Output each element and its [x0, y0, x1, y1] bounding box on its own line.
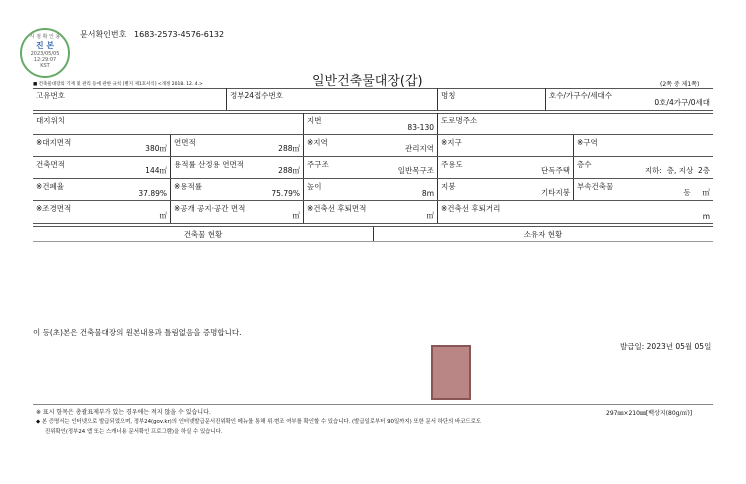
stamp-time: 12:29:07	[33, 57, 57, 63]
use-value: 단독주택	[541, 166, 570, 175]
height-label: 높이	[307, 182, 322, 191]
bldg-area-label: 건축면적	[36, 160, 65, 169]
site-area-value: 380㎡	[145, 144, 167, 153]
total-area-label: 연면적	[174, 138, 196, 147]
site-area-label: ※대지면적	[36, 138, 72, 147]
units-label: 호수/가구수/세대수	[549, 91, 613, 100]
bldg-area-value: 144㎡	[145, 166, 167, 175]
owner-status-header: 소유자 현황	[523, 230, 563, 239]
structure-label: 주구조	[307, 160, 329, 169]
stamp-date: 2023/05/05	[30, 51, 60, 57]
gov24-no-label: 정부24접수번호	[230, 91, 284, 100]
lot-value: 83-130	[407, 123, 434, 132]
height-value: 8m	[421, 189, 434, 198]
roof-value: 기타지붕	[541, 188, 570, 197]
official-seal	[431, 345, 471, 400]
doc-confirm-label: 문서확인번호	[80, 30, 127, 39]
use-label: 주용도	[441, 160, 463, 169]
roof-label: 지붕	[441, 182, 456, 191]
zone-label: ※지역	[307, 138, 328, 147]
page-info: (2쪽 중 제1쪽)	[660, 81, 700, 88]
floors-value: 지하: 층, 지상 2층	[644, 166, 710, 175]
floors-label: 층수	[577, 160, 592, 169]
unique-no-label: 고유번호	[36, 91, 65, 100]
landscape-value: ㎡	[159, 211, 167, 220]
units-value: 0호/4가구/0세대	[654, 98, 710, 107]
footer-note-3: 진위확인(정부24 앱 또는 스캐너용 문서확인 프로그램)을 하실 수 있습니다.	[45, 429, 223, 435]
bcr-label: ※건폐율	[36, 182, 65, 191]
bcr-value: 37.89%	[138, 189, 167, 198]
setback-area-label: ※건축선 후퇴면적	[307, 204, 367, 213]
certification-text: 이 등(초)본은 건축물대장의 원본내용과 틀림없음을 증명합니다.	[33, 328, 242, 337]
total-area-value: 288㎡	[278, 144, 300, 153]
site-label: 대지위치	[36, 116, 65, 125]
footer-note-2: ◆ 본 증명서는 인터넷으로 발급되었으며, 정부24(gov.kr)의 인터넷발급문서진위확인 메뉴를 통해 위·변조 여부를 확인할 수 있습니다. (발급일로부터 90일까지) 또한 문서 하단의 바코드로도	[36, 419, 482, 425]
far-area-value: 288㎡	[278, 166, 300, 175]
open-space-label: ※공개 공지·공간 면적	[174, 204, 246, 213]
structure-value: 일반목구조	[397, 166, 434, 175]
lot-label: 지번	[307, 116, 322, 125]
open-space-value: ㎡	[292, 211, 300, 220]
doc-confirm-number: 1683-2573-4576-6132	[134, 30, 225, 39]
far-value: 75.79%	[271, 189, 300, 198]
zone-value: 관리지역	[405, 144, 434, 153]
far-label: ※용적률	[174, 182, 203, 191]
name-label: 명칭	[441, 91, 456, 100]
road-address-label: 도로명주소	[441, 116, 478, 125]
building-status-header: 건축물 현황	[183, 230, 223, 239]
far-area-label: 용적률 산정용 연면적	[174, 160, 244, 169]
setback-dist-label: ※건축선 후퇴거리	[441, 204, 501, 213]
stamp-top: 시 점 확 인 용	[29, 34, 61, 40]
district-label: ※지구	[441, 138, 462, 147]
paper-spec: 297㎜×210㎜[백상지(80g/㎡)]	[606, 410, 693, 417]
doc-confirm	[80, 29, 224, 40]
issue-date: 발급일: 2023년 05월 05일	[620, 342, 712, 351]
annex-value: 동 ㎡	[683, 188, 710, 197]
authenticity-stamp	[20, 28, 70, 78]
page-title: 일반건축물대장(갑)	[312, 74, 423, 89]
stamp-tz: KST	[40, 63, 50, 69]
form-note: ■ 건축물대장의 기재 및 관리 등에 관한 규칙 [별지 제1호서식] <개정 2018. 12. 4.>	[33, 82, 203, 87]
setback-dist-value: m	[702, 212, 710, 221]
annex-label: 부속건축물	[577, 182, 614, 191]
stamp-mark: 진 본	[35, 41, 55, 50]
landscape-label: ※조경면적	[36, 204, 72, 213]
setback-area-value: ㎡	[426, 211, 434, 220]
area-label: ※구역	[577, 138, 598, 147]
footer-note-1: ※ 표시 항목은 총괄표제부가 있는 경우에는 적지 않을 수 있습니다.	[36, 409, 211, 416]
